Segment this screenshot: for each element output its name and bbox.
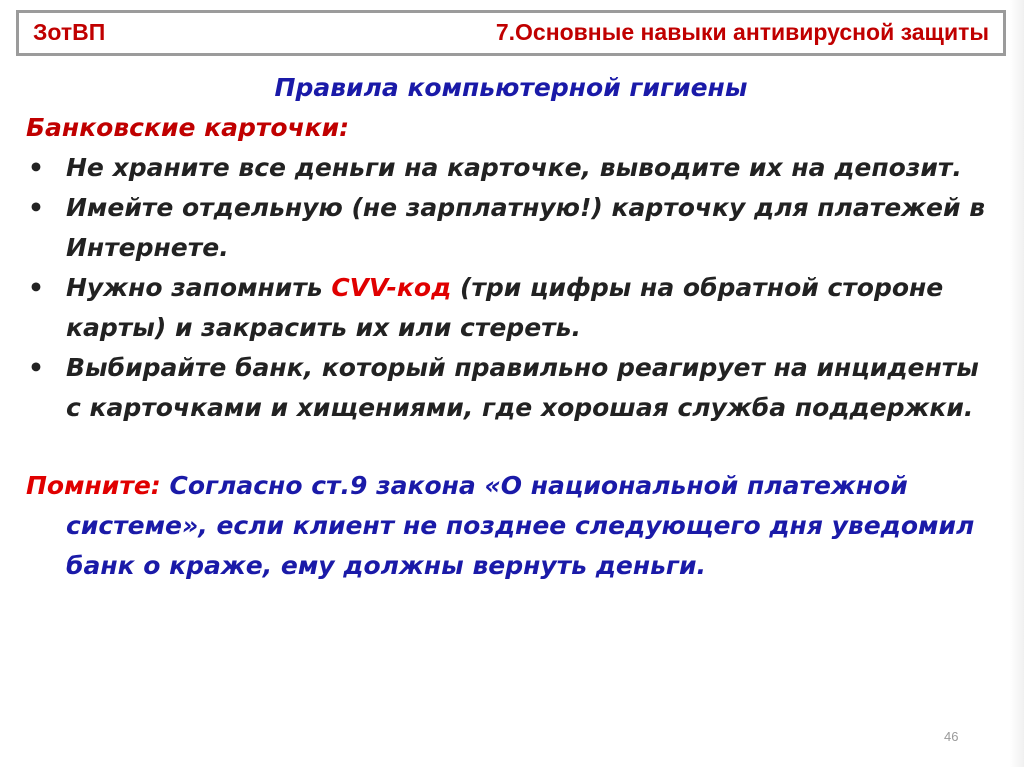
- bullet-icon: •: [28, 193, 44, 222]
- page-number: 46: [944, 729, 959, 744]
- rules-list: [26, 148, 996, 428]
- bullet-icon: •: [28, 153, 44, 182]
- cvv-highlight: CVV-код: [331, 273, 452, 302]
- list-item-text-before: Нужно запомнить: [66, 273, 332, 302]
- slide-content: [26, 68, 996, 611]
- page-edge-shadow: [1010, 0, 1024, 767]
- section-title: Банковские карточки:: [26, 113, 350, 142]
- list-item: [26, 188, 996, 268]
- slide-subtitle: Правила компьютерной гигиены: [274, 73, 748, 102]
- bullet-icon: •: [28, 353, 44, 382]
- list-item-text-after: (три цифры на обратной стороне карты) и закрасить их или стереть.: [66, 273, 944, 342]
- list-item: [26, 148, 996, 188]
- remember-text: Согласно ст.9 закона «О национальной платежной системе», если клиент не позднее следующего дня уведомил банк о краже, ему должны вернуть деньги.: [66, 471, 975, 580]
- remember-note: [26, 466, 996, 586]
- list-item: [26, 268, 996, 348]
- remember-label: Помните:: [26, 471, 161, 500]
- list-item-text: Имейте отдельную (не зарплатную!) карточку для платежей в Интернете.: [66, 193, 986, 262]
- bullet-icon: •: [28, 273, 44, 302]
- list-item-text: Не храните все деньги на карточке, выводите их на депозит.: [66, 153, 962, 182]
- lecture-title: 7.Основные навыки антивирусной защиты: [495, 19, 989, 45]
- list-item-text: Выбирайте банк, который правильно реагирует на инциденты с карточками и хищениями, где хорошая служба поддержки.: [66, 353, 979, 422]
- header-box: [16, 10, 1006, 56]
- list-item: [26, 348, 996, 428]
- course-code: ЗотВП: [33, 19, 106, 45]
